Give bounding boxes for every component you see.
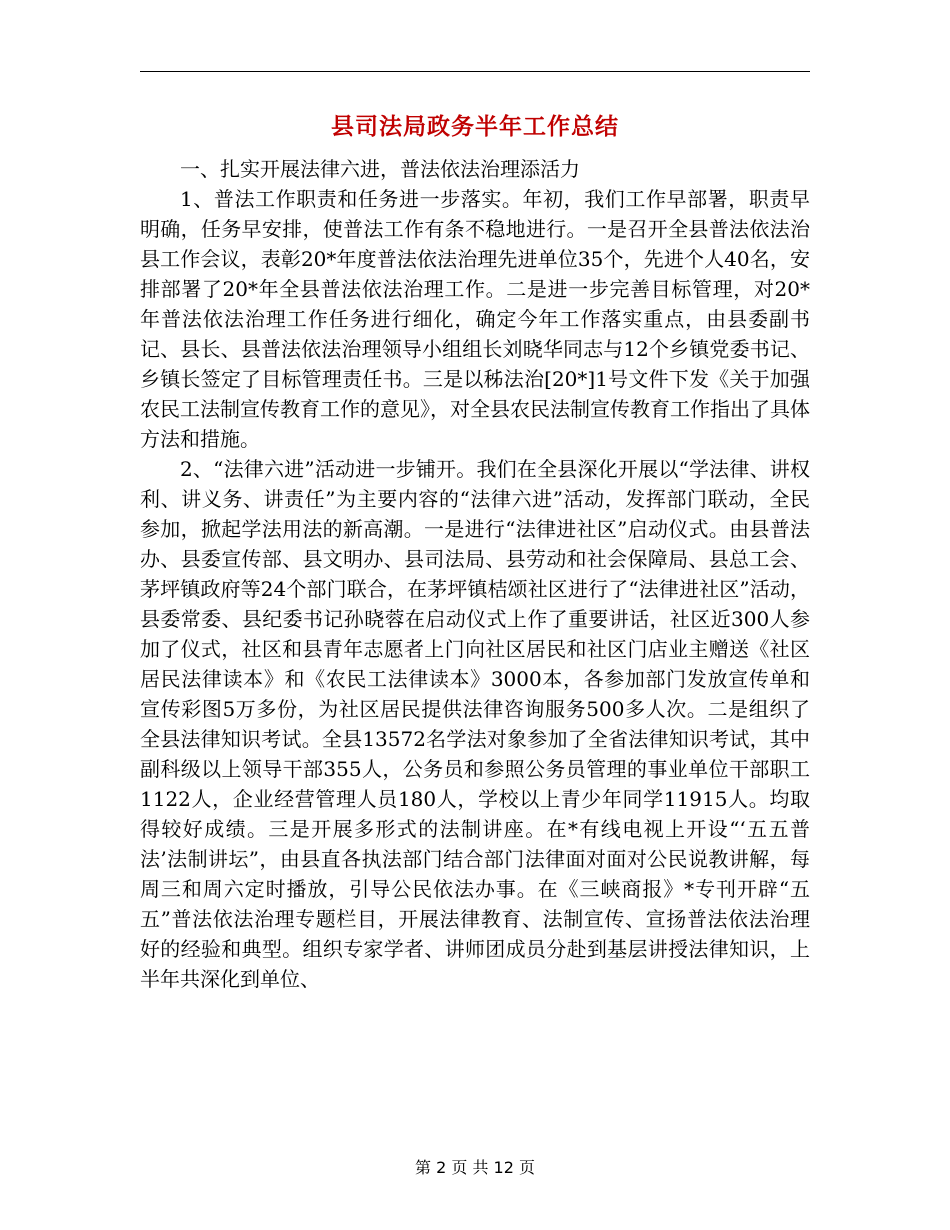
page-number-footer: 第 2 页 共 12 页 [415, 1158, 535, 1177]
paragraph-1: 1、普法工作职责和任务进一步落实。年初，我们工作早部署，职责早明确，任务早安排，使普法工作有条不稳地进行。一是召开全县普法依法治县工作会议，表彰20*年度普法依法治理先进单位35个，先进个人40名，安排部署了20*年全县普法依法治理工作。二是进一步完善目标管理，对20*年普法依法治理工作任务进行细化，确定今年工作落实重点，由县委副书记、县长、县普法依法治理领导小组组长刘晓华同志与12个乡镇党委书记、乡镇长签定了目标管理责任书。三是以秭法治[20*]1号文件下发《关于加强农民工法制宣传教育工作的意见》，对全县农民法制宣传教育工作指出了具体方法和措施。 [140, 187, 810, 451]
document-body [140, 154, 810, 994]
header-rule [140, 71, 810, 72]
document-title: 县司法局政务半年工作总结 [331, 114, 619, 140]
section-heading: 一、扎实开展法律六进，普法依法治理添活力 [180, 157, 580, 181]
paragraph-2: 2、“法律六进”活动进一步铺开。我们在全县深化开展以“学法律、讲权利、讲义务、讲责任”为主要内容的“法律六进”活动，发挥部门联动，全民参加，掀起学法用法的新高潮。一是进行“法律进社区”启动仪式。由县普法办、县委宣传部、县文明办、县司法局、县劳动和社会保障局、县总工会、茅坪镇政府等24个部门联合，在茅坪镇桔颂社区进行了“法律进社区”活动，县委常委、县纪委书记孙晓蓉在启动仪式上作了重要讲话，社区近300人参加了仪式，社区和县青年志愿者上门向社区居民和社区门店业主赠送《社区居民法律读本》和《农民工法律读本》3000本，各参加部门发放宣传单和宣传彩图5万多份，为社区居民提供法律咨询服务500多人次。二是组织了全县法律知识考试。全县13572名学法对象参加了全省法律知识考试，其中副科级以上领导干部355人，公务员和参照公务员管理的事业单位干部职工1122人，企业经营管理人员180人，学校以上青少年同学11915人。均取得较好成绩。三是开展多形式的法制讲座。在*有线电视上开设“‘五五普法’法制讲坛”，由县直各执法部门结合部门法律面对面对公民说教讲解，每周三和周六定时播放，引导公民依法办事。在《三峡商报》*专刊开辟“五五”普法依法治理专题栏目，开展法律教育、法制宣传、宣扬普法依法治理好的经验和典型。组织专家学者、讲师团成员分赴到基层讲授法律知识，上半年共深化到单位、 [140, 457, 810, 991]
